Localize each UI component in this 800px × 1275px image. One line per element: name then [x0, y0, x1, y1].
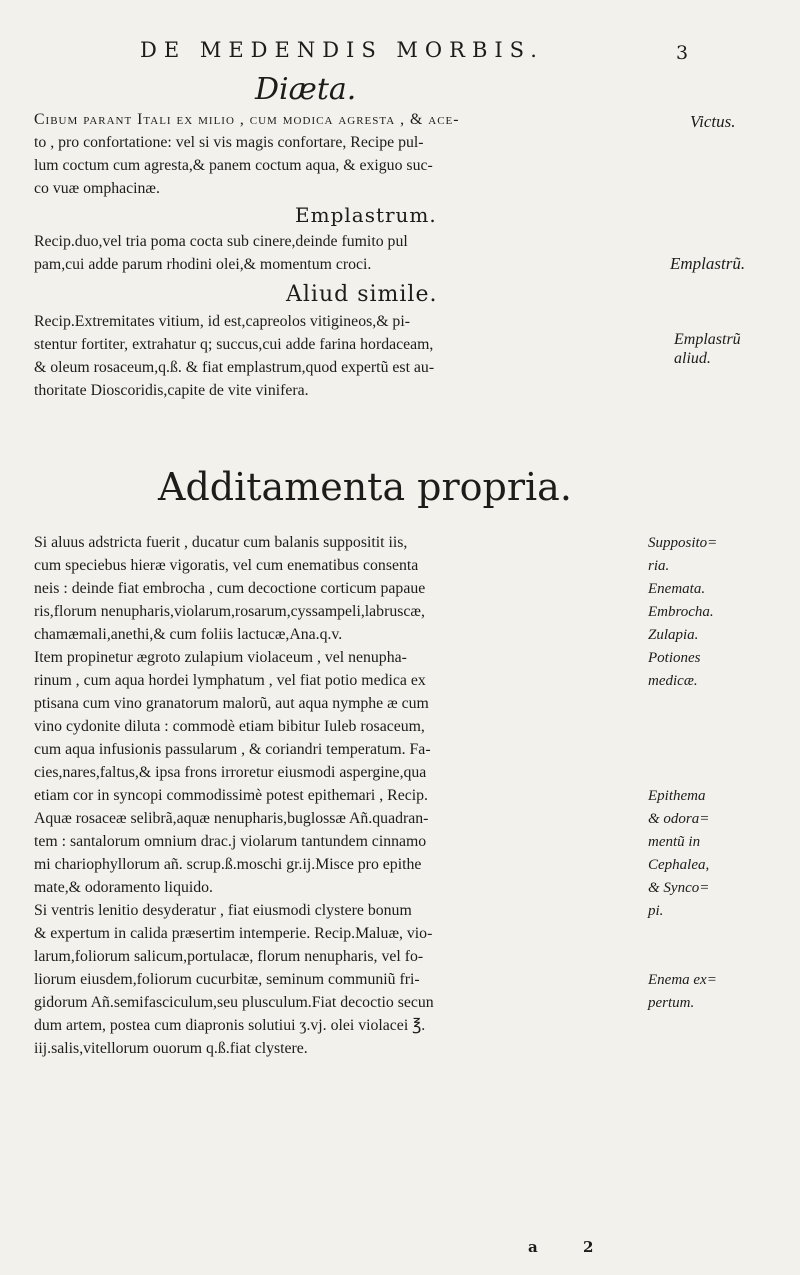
text-line: & oleum rosaceum,q.ß. & fiat emplastrum,quod expertũ est au- [34, 359, 435, 376]
text-line: lum coctum cum agresta,& panem coctum aqua, & exiguo suc- [34, 157, 433, 174]
running-head: DE MEDENDIS MORBIS. [140, 38, 544, 62]
text-line: Recip.Extremitates vitium, id est,capreolos vitigineos,& pi- [34, 313, 410, 330]
text-line: liorum eiusdem,foliorum cucurbitæ, seminum communiũ fri- [34, 971, 420, 988]
heading-diaeta: Diæta. [255, 72, 357, 107]
text-line: Item propinetur ægroto zulapium violaceum , vel nenupha- [34, 649, 407, 666]
heading-additamenta: Additamenta propria. [158, 465, 572, 509]
text-line: Cibum parant Itali ex milio , cum modica agresta , & ace- [34, 111, 460, 128]
margin-note: Zulapia. [648, 627, 699, 643]
text-line: cum aqua infusionis passularum , & coriandri temperatum. Fa- [34, 741, 431, 758]
text-line: iij.salis,vitellorum ouorum q.ß.fiat clystere. [34, 1040, 308, 1057]
text-line: cum speciebus hieræ vigoratis, vel cum enematibus consenta [34, 557, 419, 574]
margin-note: Enema ex= [648, 972, 717, 988]
text-line: rinum , cum aqua hordei lymphatum , vel fiat potio medica ex [34, 672, 426, 689]
heading-emplastrum: Emplastrum. [295, 203, 437, 227]
text-line: larum,foliorum salicum,portulacæ, florum nenupharis, vel fo- [34, 948, 424, 965]
text-line: mi chariophyllorum añ. scrup.ß.moschi gr.ij.Misce pro epithe [34, 856, 422, 873]
margin-note: Emplastrũ. [670, 254, 746, 273]
text-line: Recip.duo,vel tria poma cocta sub cinere,deinde fumito pul [34, 233, 408, 250]
text-line: thoritate Dioscoridis,capite de vite vinifera. [34, 382, 309, 399]
text-line: stentur fortiter, extrahatur q; succus,cui adde farina hordaceam, [34, 336, 434, 353]
heading-aliud-simile: Aliud simile. [286, 282, 438, 307]
text-line: Si aluus adstricta fuerit , ducatur cum balanis suppositit iis, [34, 534, 408, 551]
text-line: neis : deinde fiat embrocha , cum decoctione corticum papaue [34, 580, 426, 597]
margin-note: & odora= [648, 811, 710, 827]
margin-note: aliud. [674, 350, 711, 367]
margin-note: Victus. [690, 112, 736, 131]
margin-note: pertum. [648, 995, 695, 1011]
margin-note: Supposito= [648, 535, 718, 551]
margin-note: ria. [648, 558, 670, 574]
text-line: Si ventris lenitio desyderatur , fiat eiusmodi clystere bonum [34, 902, 412, 919]
text-line: chamæmali,anethi,& cum foliis lactucæ,Ana.q.v. [34, 626, 343, 643]
margin-note: pi. [648, 903, 664, 919]
text-line: dum artem, postea cum diapronis solutiui ʒ.vj. olei violacei ℥. [34, 1017, 426, 1034]
text-line: mate,& odoramento liquido. [34, 879, 213, 896]
text-line: & expertum in calida præsertim intemperie. Recip.Maluæ, vio- [34, 925, 433, 942]
text-line: cies,nares,faltus,& ipsa frons irroretur eiusmodi aspergine,qua [34, 764, 427, 781]
text-line: pam,cui adde parum rhodini olei,& momentum croci. [34, 256, 372, 273]
page-number: 3 [676, 42, 689, 64]
text-line: tem : santalorum omnium drac.j violarum tantundem cinnamo [34, 833, 427, 850]
margin-note: Epithema [648, 788, 706, 804]
text-line: ris,florum nenupharis,violarum,rosarum,cyssampeli,labruscæ, [34, 603, 425, 620]
margin-note: mentũ in [648, 834, 701, 850]
margin-note: medicæ. [648, 673, 698, 689]
margin-note: & Synco= [648, 880, 710, 896]
text-line: vino cydonite diluta : commodè etiam bibitur Iuleb rosaceum, [34, 718, 425, 735]
text-line: co vuæ omphacinæ. [34, 180, 160, 197]
text-line: Aquæ rosaceæ selibrã,aquæ nenupharis,buglossæ Añ.quadran- [34, 810, 429, 827]
margin-note: Embrocha. [648, 604, 714, 620]
text-line: etiam cor in syncopi commodissimè potest epithemari , Recip. [34, 787, 428, 804]
margin-note: Potiones [648, 650, 701, 666]
signature-mark: a 2 [528, 1238, 614, 1256]
text-line: to , pro confortatione: vel si vis magis confortare, Recipe pul- [34, 134, 424, 151]
margin-note: Cephalea, [648, 857, 710, 873]
text-line: gidorum Añ.semifasciculum,seu plusculum.Fiat decoctio secun [34, 994, 434, 1011]
text-line: ptisana cum vino granatorum malorũ, aut aqua nymphe æ cum [34, 695, 429, 712]
margin-note: Enemata. [648, 581, 706, 597]
margin-note: Emplastrũ [674, 331, 741, 348]
